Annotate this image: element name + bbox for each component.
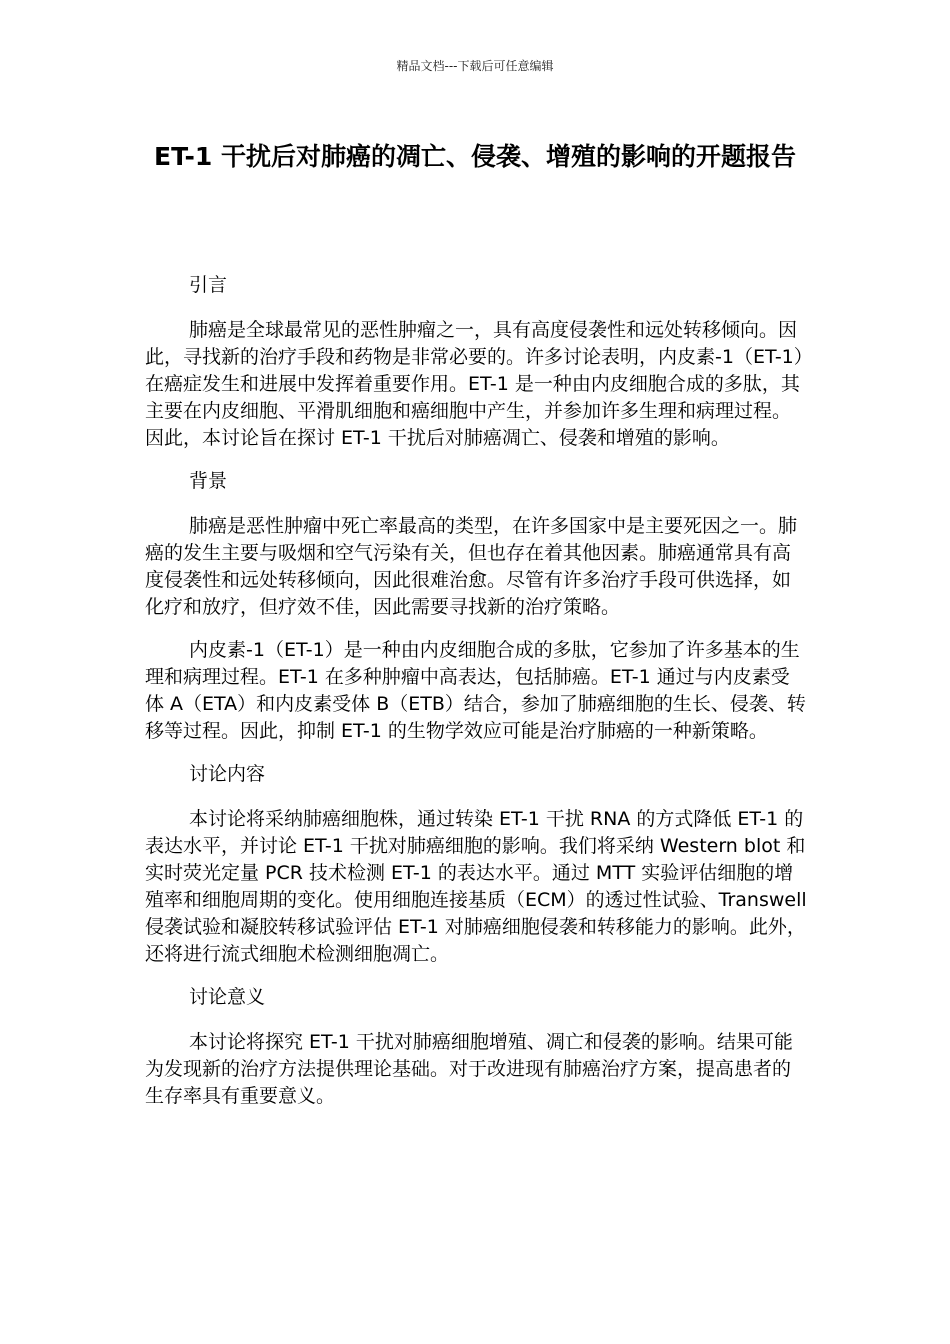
paragraph-background-2: 内皮素-1（ET-1）是一种由内皮细胞合成的多肽，它参加了许多基本的生理和病理过程。ET-1 在多种肿瘤中高表达，包括肺癌。ET-1 通过与内皮素受体 A（ETA）和内皮素受体 B（ETB）结合，参加了肺癌细胞的生长、侵袭、转移等过程。因此，抑制 ET-1 的生物学效应可能是治疗肺癌的一种新策略。 [145, 639, 806, 742]
section-heading-background: 背景 [189, 470, 228, 492]
document-title: ET-1 干扰后对肺癌的凋亡、侵袭、增殖的影响的开题报告 [154, 142, 796, 171]
paragraph-research-content: 本讨论将采纳肺癌细胞株，通过转染 ET-1 干扰 RNA 的方式降低 ET-1 的表达水平，并讨论 ET-1 干扰对肺癌细胞的影响。我们将采纳 Western blot 和实时荧光定量 PCR 技术检测 ET-1 的表达水平。通过 MTT 实验评估细胞的增殖率和细胞周期的变化。使用细胞连接基质（ECM）的透过性试验、Transwell 侵袭试验和凝胶转移试验评估 ET-1 对肺癌细胞侵袭和转移能力的影响。此外，还将进行流式细胞术检测细胞凋亡。 [145, 808, 807, 965]
paragraph-background-1: 肺癌是恶性肿瘤中死亡率最高的类型，在许多国家中是主要死因之一。肺癌的发生主要与吸烟和空气污染有关，但也存在着其他因素。肺癌通常具有高度侵袭性和远处转移倾向，因此很难治愈。尽管有许多治疗手段可供选择，如化疗和放疗，但疗效不佳，因此需要寻找新的治疗策略。 [145, 515, 798, 618]
document-body [145, 272, 807, 1110]
paragraph-introduction: 肺癌是全球最常见的恶性肿瘤之一，具有高度侵袭性和远处转移倾向。因此，寻找新的治疗手段和药物是非常必要的。许多讨论表明，内皮素-1（ET-1）在癌症发生和进展中发挥着重要作用。ET-1 是一种由内皮细胞合成的多肽，其主要在内皮细胞、平滑肌细胞和癌细胞中产生，并参加许多生理和病理过程。因此，本讨论旨在探讨 ET-1 干扰后对肺癌凋亡、侵袭和增殖的影响。 [145, 319, 804, 449]
paragraph-significance: 本讨论将探究 ET-1 干扰对肺癌细胞增殖、凋亡和侵袭的影响。结果可能为发现新的治疗方法提供理论基础。对于改进现有肺癌治疗方案，提高患者的生存率具有重要意义。 [145, 1031, 793, 1107]
section-heading-research-content: 讨论内容 [189, 763, 266, 785]
section-heading-introduction: 引言 [189, 274, 228, 296]
header-note: 精品文档---下载后可任意编辑 [396, 59, 554, 73]
section-heading-significance: 讨论意义 [189, 986, 266, 1008]
